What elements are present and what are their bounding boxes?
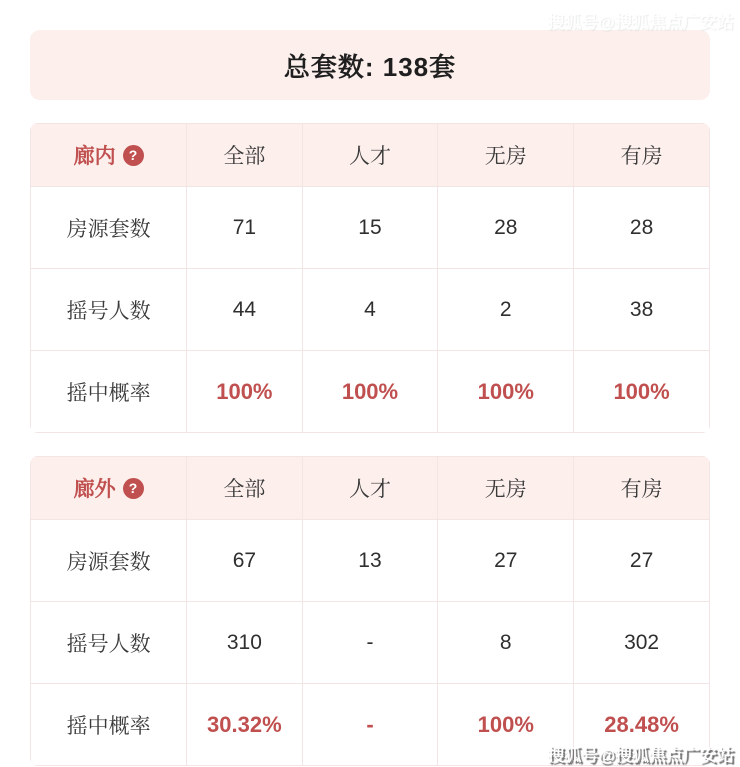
- total-units-banner: [30, 30, 710, 100]
- value-cell: 100%: [438, 684, 574, 766]
- value-cell: 100%: [302, 351, 438, 433]
- value-cell: 13: [302, 520, 438, 602]
- value-cell: 15: [302, 187, 438, 269]
- column-header-nohouse: 无房: [438, 124, 574, 187]
- value-cell: 38: [574, 269, 710, 351]
- value-cell: 100%: [574, 351, 710, 433]
- langnei-title: [74, 140, 144, 170]
- value-cell: -: [302, 602, 438, 684]
- value-cell: 302: [574, 602, 710, 684]
- column-header-all: 全部: [187, 124, 302, 187]
- row-label: 摇中概率: [31, 351, 187, 433]
- langnei-corner-cell: [31, 124, 187, 187]
- langwai-table: [30, 456, 710, 766]
- table-row: [31, 269, 710, 351]
- help-icon[interactable]: ?: [123, 478, 144, 499]
- value-cell: 67: [187, 520, 302, 602]
- row-label: 摇中概率: [31, 684, 187, 766]
- row-label: 房源套数: [31, 520, 187, 602]
- column-header-all: 全部: [187, 457, 302, 520]
- row-label: 摇号人数: [31, 602, 187, 684]
- watermark-bottom-right: 搜狐号@搜狐焦点广安站: [547, 746, 734, 765]
- value-cell: 44: [187, 269, 302, 351]
- value-cell: 8: [438, 602, 574, 684]
- value-cell: 28: [574, 187, 710, 269]
- value-cell: 30.32%: [187, 684, 302, 766]
- value-cell: 71: [187, 187, 302, 269]
- row-label: 摇号人数: [31, 269, 187, 351]
- langwai-corner-cell: [31, 457, 187, 520]
- help-icon[interactable]: ?: [123, 145, 144, 166]
- row-label: 房源套数: [31, 187, 187, 269]
- langnei-header-row: [31, 124, 710, 187]
- table-row: [31, 351, 710, 433]
- table-row: [31, 187, 710, 269]
- column-header-hashouse: 有房: [574, 457, 710, 520]
- value-cell: 28.48%: [574, 684, 710, 766]
- langnei-title-text: 廊内: [73, 145, 116, 168]
- table-row: [31, 684, 710, 766]
- langwai-title: [74, 473, 144, 503]
- column-header-hashouse: 有房: [574, 124, 710, 187]
- column-header-nohouse: 无房: [438, 457, 574, 520]
- column-header-talent: 人才: [302, 124, 438, 187]
- value-cell: -: [302, 684, 438, 766]
- value-cell: 27: [438, 520, 574, 602]
- value-cell: 100%: [438, 351, 574, 433]
- value-cell: 2: [438, 269, 574, 351]
- table-langwai: [30, 456, 710, 766]
- value-cell: 4: [302, 269, 438, 351]
- langnei-table: [30, 123, 710, 433]
- value-cell: 310: [187, 602, 302, 684]
- value-cell: 27: [574, 520, 710, 602]
- table-row: [31, 602, 710, 684]
- value-cell: 100%: [187, 351, 302, 433]
- langwai-title-text: 廊外: [73, 478, 116, 501]
- langwai-header-row: [31, 457, 710, 520]
- value-cell: 28: [438, 187, 574, 269]
- watermark-top-right: 搜狐号@搜狐焦点广安站: [547, 13, 734, 32]
- table-langnei: [30, 123, 710, 433]
- table-row: [31, 520, 710, 602]
- column-header-talent: 人才: [302, 457, 438, 520]
- total-units-title: 总套数: 138套: [283, 51, 457, 82]
